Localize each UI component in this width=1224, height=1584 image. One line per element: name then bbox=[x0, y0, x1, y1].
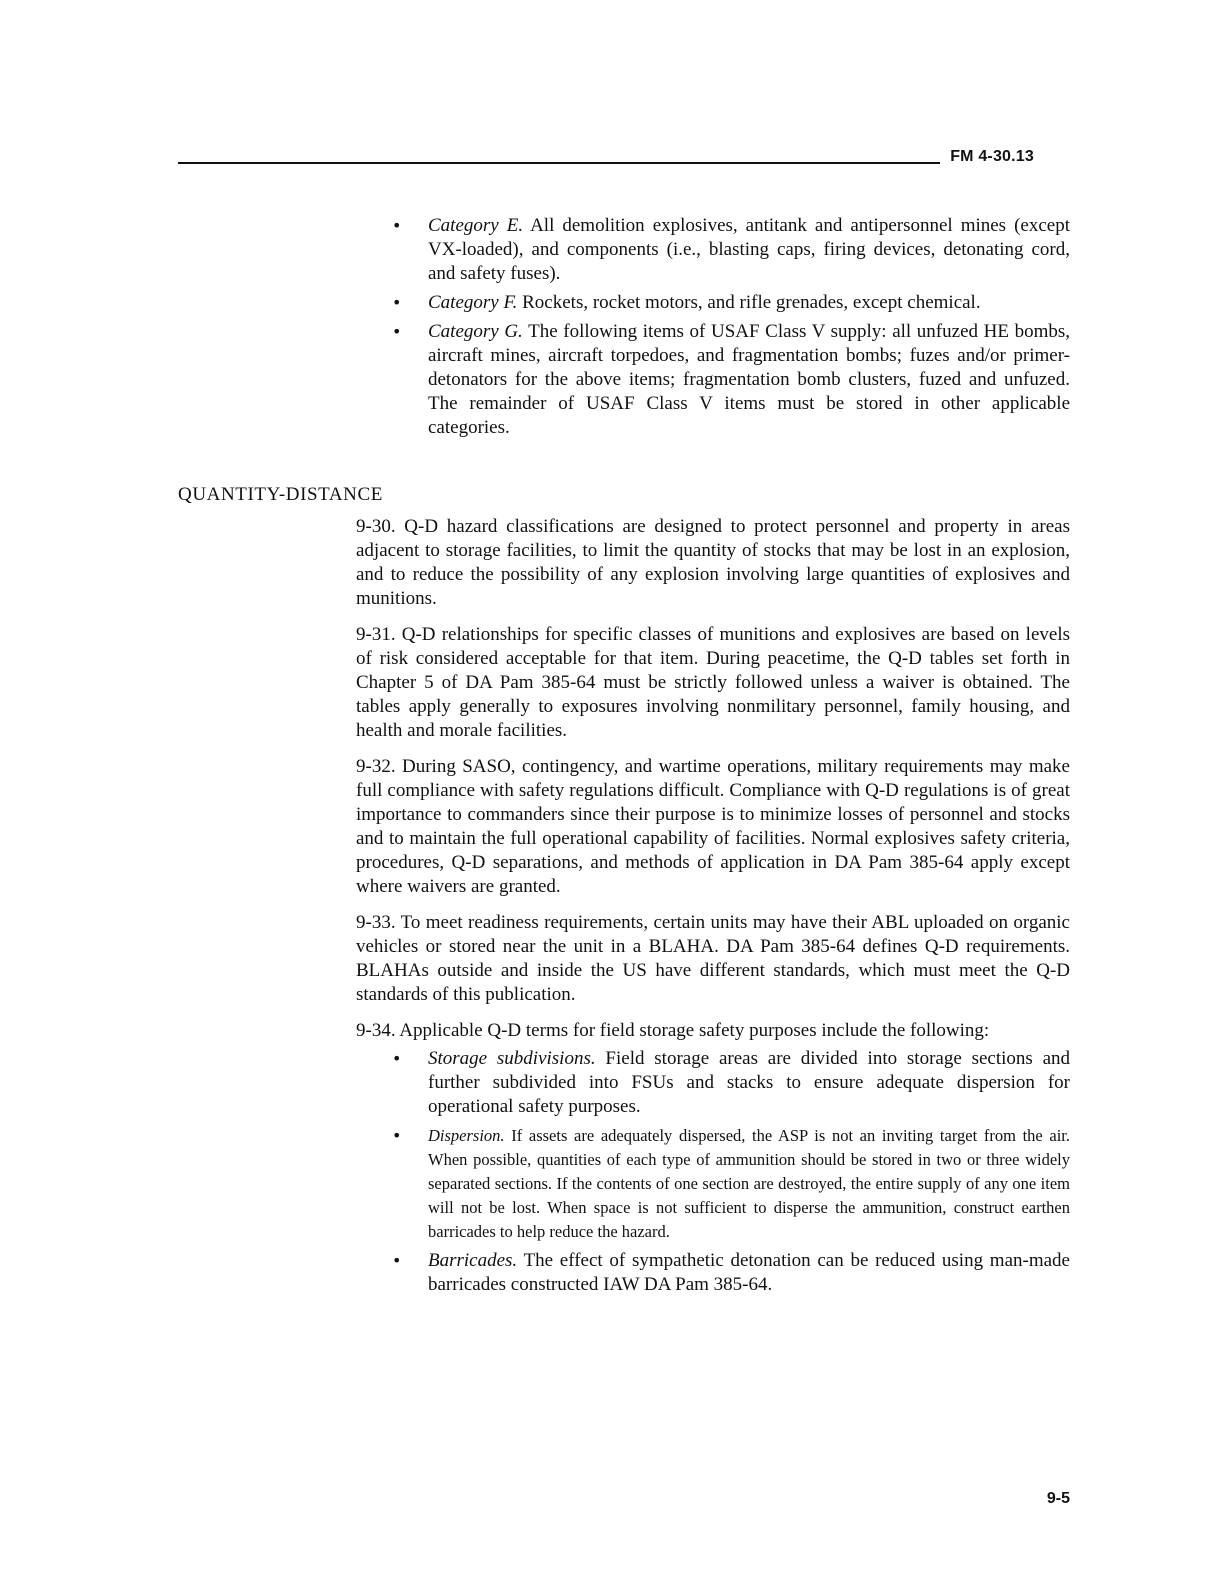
category-text: Rockets, rocket motors, and rifle grenades, except chemical. bbox=[522, 292, 981, 313]
page-number: 9-5 bbox=[1046, 1490, 1070, 1507]
list-item bbox=[356, 320, 1070, 440]
section-body bbox=[356, 515, 1070, 1302]
list-item bbox=[356, 1047, 1070, 1119]
category-text: The following items of USAF Class V supply: all unfuzed HE bombs, aircraft mines, aircraft torpedoes, and fragmentation bombs; fuzes and/or primer-detonators for the above items; fragmentation bomb clusters, fuzed and unfuzed. The remainder of USAF Class V items must be stored in other applicable categories. bbox=[428, 321, 1070, 438]
terms-list bbox=[356, 1047, 1070, 1297]
category-list-section bbox=[356, 214, 1070, 445]
term-label: Storage subdivisions. bbox=[428, 1048, 596, 1069]
section-heading: QUANTITY-DISTANCE bbox=[178, 484, 383, 505]
bullet-icon: • bbox=[392, 322, 402, 341]
paragraph: 9-32. During SASO, contingency, and wartime operations, military requirements may make full compliance with safety regulations difficult. Compliance with Q-D regulations is of great importance to commanders since their purpose is to minimize losses of personnel and stocks and to maintain the full operational capability of facilities. Normal explosives safety criteria, procedures, Q-D separations, and methods of application in DA Pam 385-64 apply except where waivers are granted. bbox=[356, 756, 1070, 897]
paragraph: 9-34. Applicable Q-D terms for field storage safety purposes include the following: bbox=[356, 1020, 990, 1041]
term-text: The effect of sympathetic detonation can be reduced using man-made barricades constructed IAW DA Pam 385-64. bbox=[428, 1250, 1070, 1295]
bullet-icon: • bbox=[392, 293, 402, 312]
list-item bbox=[356, 291, 1070, 315]
list-item bbox=[356, 1124, 1070, 1244]
term-label: Dispersion. bbox=[428, 1126, 505, 1145]
category-label: Category G. bbox=[428, 321, 523, 342]
term-text: Field storage areas are divided into storage sections and further subdivided into FSUs and stacks to ensure adequate dispersion for operational safety purposes. bbox=[428, 1048, 1071, 1117]
bullet-icon: • bbox=[392, 216, 402, 235]
category-label: Category E. bbox=[428, 215, 524, 236]
list-item bbox=[356, 1249, 1070, 1297]
paragraph: 9-31. Q-D relationships for specific classes of munitions and explosives are based on levels of risk considered acceptable for that item. During peacetime, the Q-D tables set forth in Chapter 5 of DA Pam 385-64 must be strictly followed unless a waiver is obtained. The tables apply generally to exposures involving nonmilitary personnel, family housing, and health and morale facilities. bbox=[356, 624, 1070, 741]
page-header bbox=[178, 144, 1034, 164]
document-id: FM 4-30.13 bbox=[950, 148, 1034, 165]
header-rule bbox=[178, 162, 940, 164]
category-list bbox=[356, 214, 1070, 440]
paragraph: 9-30. Q-D hazard classifications are designed to protect personnel and property in areas adjacent to storage facilities, to limit the quantity of stocks that may be lost in an explosion, and to reduce the possibility of any explosion involving large quantities of explosives and munitions. bbox=[356, 516, 1070, 609]
bullet-icon: • bbox=[392, 1251, 402, 1270]
paragraph: 9-33. To meet readiness requirements, certain units may have their ABL uploaded on organic vehicles or stored near the unit in a BLAHA. DA Pam 385-64 defines Q-D requirements. BLAHAs outside and inside the US have different standards, which must meet the Q-D standards of this publication. bbox=[356, 912, 1070, 1005]
list-item bbox=[356, 214, 1070, 286]
category-label: Category F. bbox=[428, 292, 518, 313]
term-text: If assets are adequately dispersed, the ASP is not an inviting target from the air. When possible, quantities of each type of ammunition should be stored in two or three widely separated sections. If the contents of one section are destroyed, the entire supply of any one item will not be lost. When space is not sufficient to disperse the ammunition, construct earthen barricades to help reduce the hazard. bbox=[428, 1126, 1071, 1241]
bullet-icon: • bbox=[392, 1049, 402, 1068]
bullet-icon: • bbox=[392, 1126, 402, 1145]
category-text: All demolition explosives, antitank and antipersonnel mines (except VX-loaded), and components (i.e., blasting caps, firing devices, detonating cord, and safety fuses). bbox=[428, 215, 1070, 284]
term-label: Barricades. bbox=[428, 1250, 518, 1271]
